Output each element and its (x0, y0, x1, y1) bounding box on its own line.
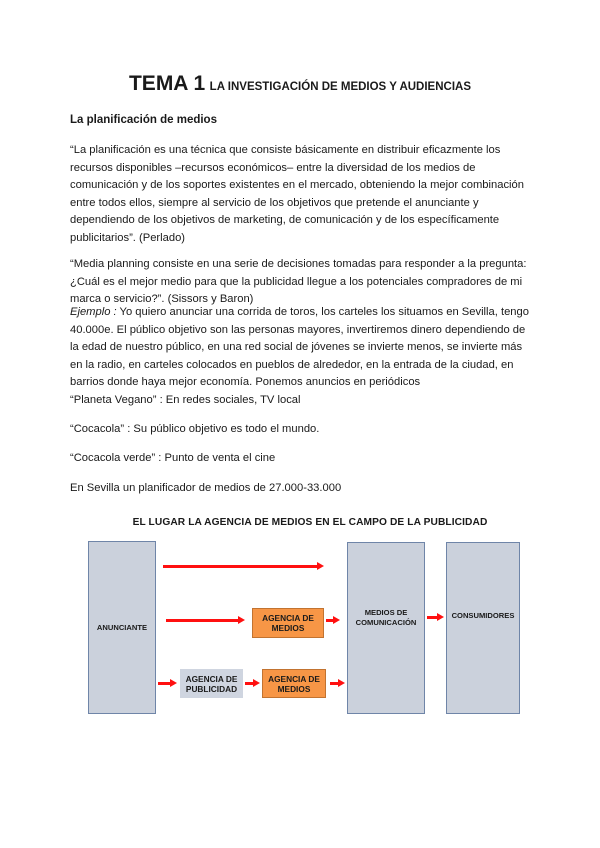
text-line: entre todos ellos, siempre al servicio de los objetivos que pretende el anunciante y (70, 196, 479, 209)
text-line: dependiendo de los objetivos de marketing, de comunicación y de los específicamente (70, 214, 500, 226)
text-line: Yo quiero anunciar una corrida de toros, los carteles los situamos en Sevilla, tengo (116, 306, 529, 318)
title-subtitle: LA INVESTIGACIÓN DE MEDIOS Y AUDIENCIAS (209, 81, 472, 93)
text-line: publicitarios”. (Perlado) (70, 231, 186, 244)
quote-perlado (70, 142, 524, 247)
arrow-icon (427, 616, 439, 619)
box-agencia-medios: AGENCIA DE MEDIOS (252, 608, 324, 638)
section-heading: La planificación de medios (70, 114, 217, 126)
note: “Cocacola verde” : Punto de venta el cine (70, 452, 276, 464)
note: “Cocacola” : Su público objetivo es todo el mundo. (70, 423, 320, 435)
text-line: barrios donde haya mejor economía. Ponemos anuncios en periódicos (70, 376, 421, 388)
arrow-icon (158, 682, 172, 685)
arrow-icon (326, 619, 335, 622)
arrow-icon (330, 682, 340, 685)
text-line: “Media planning consiste en una serie de decisiones tomadas para responder a la pregunta: (70, 258, 527, 270)
document-title (0, 72, 600, 96)
text-line: “La planificación es una técnica que consiste básicamente en distribuir eficazmente los (70, 144, 501, 156)
text-line: comunicación y de los soportes existentes en el mercado, obteniendo la mejor combinación (70, 179, 524, 191)
title-number: TEMA 1 (128, 72, 206, 95)
text-line: ¿Cuál es el mejor medio para que la publicidad llegue a los potenciales compradores de mi (70, 275, 523, 288)
arrow-icon (245, 682, 255, 685)
text-line: recursos disponibles –recursos económicos– entre la diversidad de los medios de (70, 161, 476, 174)
box-consumidores: CONSUMIDORES (446, 542, 520, 714)
note: En Sevilla un planificador de medios de 27.000-33.000 (70, 482, 342, 494)
quote-sissors (70, 256, 527, 309)
box-agencia-medios-2: AGENCIA DE MEDIOS (262, 669, 326, 698)
note: “Planeta Vegano” : En redes sociales, TV local (70, 394, 301, 406)
arrow-icon (166, 619, 240, 622)
example-paragraph (70, 304, 529, 392)
box-anunciante: ANUNCIANTE (88, 541, 156, 714)
box-medios-comunicacion: MEDIOS DE COMUNICACIÓN (347, 542, 425, 714)
text-line: 40.000e. El público objetivo son las personas mayores, invertiremos dinero dependiendo de (70, 323, 526, 336)
text-line: marca o servicio?”. (Sissors y Baron) (70, 293, 254, 305)
arrow-icon (163, 565, 319, 568)
text-line: la edad de nuestro público, en una red social de jóvenes se invierte menos, se invierte más (70, 341, 523, 353)
diagram-title: EL LUGAR LA AGENCIA DE MEDIOS EN EL CAMPO DE LA PUBLICIDAD (132, 517, 488, 528)
text-line: en la radio, en carteles colocados en pueblos de alrededor, en la entrada de la ciudad, en (70, 358, 514, 371)
box-agencia-publicidad: AGENCIA DE PUBLICIDAD (180, 669, 243, 698)
example-label: Ejemplo : (70, 306, 117, 318)
